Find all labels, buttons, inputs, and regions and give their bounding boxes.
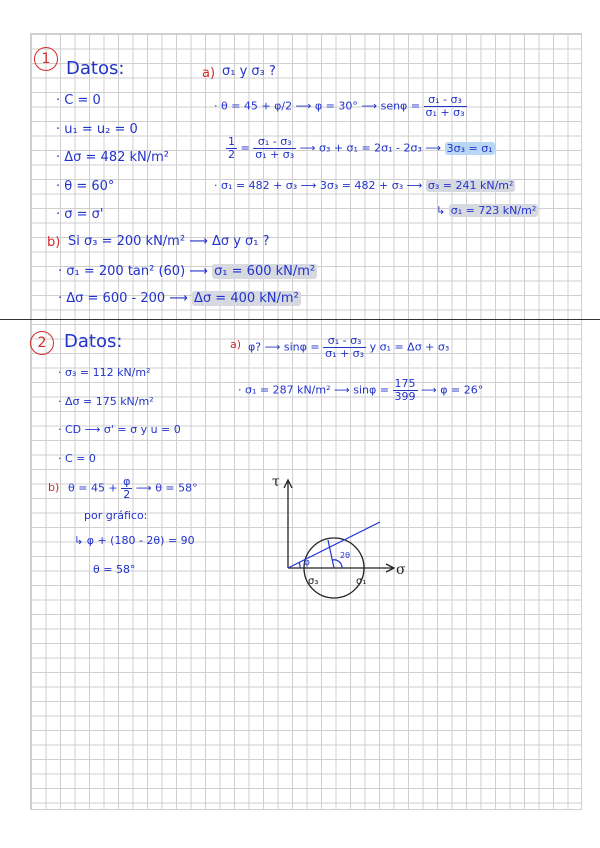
- p2-data-3: · C = 0: [58, 452, 96, 465]
- problem-2-title: Datos:: [64, 331, 123, 352]
- p1-result-b-sigma1: σ₁ = 600 kN/m²: [214, 264, 316, 279]
- p1-b-question: Si σ₃ = 200 kN/m² ⟶ Δσ y σ₁ ?: [68, 234, 270, 249]
- p2-data-2: · CD ⟶ σ' = σ y u = 0: [58, 423, 181, 436]
- problem-2-number: 2: [30, 331, 54, 355]
- p1-a-line1: · θ = 45 + φ/2 ⟶ φ = 30° ⟶ senφ = $\frac{\text{σ₁ - σ₃}}{\text{σ₁ + σ₃}}$: [214, 93, 465, 119]
- p1-data-4: · σ = σ': [56, 207, 104, 222]
- p1-a-line2: $\frac{1}{2}$ = $\frac{\text{σ₁ - σ₃}}{\text{σ₁ + σ₃}}$ ⟶ σ₃ + σ₁ = 2σ₁ - 2σ₃ ⟶ 3σ₃ = σ₁: [228, 135, 493, 161]
- p2-b-note2: ↳ φ + (180 - 2θ) = 90: [74, 534, 195, 547]
- two-theta-label: 2θ: [340, 551, 350, 560]
- phi-label: φ: [304, 558, 310, 568]
- p2-b-note1: por gráfico:: [84, 509, 148, 522]
- p1-b-label: b): [47, 235, 61, 250]
- p1-a-label: a): [202, 66, 216, 81]
- p2-b-line1: θ = 45 + $\frac{\varphi}{2}$ ⟶ θ = 58°: [68, 475, 198, 501]
- p1-result-sigma1: σ₁ = 723 kN/m²: [450, 204, 537, 217]
- p1-data-2: · Δσ = 482 kN/m²: [56, 150, 170, 165]
- p1-b-line2: · Δσ = 600 - 200 ⟶ Δσ = 400 kN/m²: [58, 291, 299, 306]
- mohr-circle-diagram: [270, 472, 420, 602]
- p2-b-label: b): [48, 481, 60, 494]
- phi-arc: [299, 562, 300, 568]
- sigma3-label: σ₃: [308, 576, 319, 587]
- p2-a-question: φ? ⟶ sinφ = $\frac{\text{σ₁ - σ₃}}{\text{σ₁ + σ₃}}$ y σ₁ = Δσ + σ₃: [248, 334, 450, 360]
- p1-a-line3: · σ₁ = 482 + σ₃ ⟶ 3σ₃ = 482 + σ₃ ⟶ σ₃ = 241 kN/m²: [214, 179, 514, 192]
- problem-1-title: Datos:: [66, 58, 125, 79]
- p2-b-note3: θ = 58°: [93, 563, 136, 576]
- p1-b-line1: · σ₁ = 200 tan² (60) ⟶ σ₁ = 600 kN/m²: [58, 264, 316, 279]
- p1-a-question: σ₁ y σ₃ ?: [222, 64, 276, 79]
- p1-data-1: · u₁ = u₂ = 0: [56, 122, 138, 137]
- failure-envelope: [288, 522, 380, 568]
- p2-data-0: · σ₃ = 112 kN/m²: [58, 366, 151, 379]
- radius-line: [328, 540, 334, 568]
- sigma-label: σ: [396, 562, 406, 578]
- problem-divider: [0, 319, 600, 320]
- p1-data-0: · C = 0: [56, 93, 101, 108]
- tau-label: τ: [272, 474, 280, 490]
- p2-a-line1: · σ₁ = 287 kN/m² ⟶ sinφ = $\frac{175}{399}$ ⟶ φ = 26°: [238, 377, 484, 403]
- p1-result-sigma3: σ₃ = 241 kN/m²: [427, 179, 514, 192]
- p1-result-ratio: 3σ₃ = σ₁: [446, 141, 493, 155]
- sigma1-label: σ₁: [356, 576, 367, 587]
- p1-result-b-dsigma: Δσ = 400 kN/m²: [194, 291, 299, 306]
- p2-data-1: · Δσ = 175 kN/m²: [58, 395, 154, 408]
- p1-a-line4: ↳ σ₁ = 723 kN/m²: [436, 204, 537, 217]
- p2-a-label: a): [230, 338, 242, 351]
- p1-data-3: · θ = 60°: [56, 179, 115, 194]
- problem-1-number: 1: [34, 47, 58, 71]
